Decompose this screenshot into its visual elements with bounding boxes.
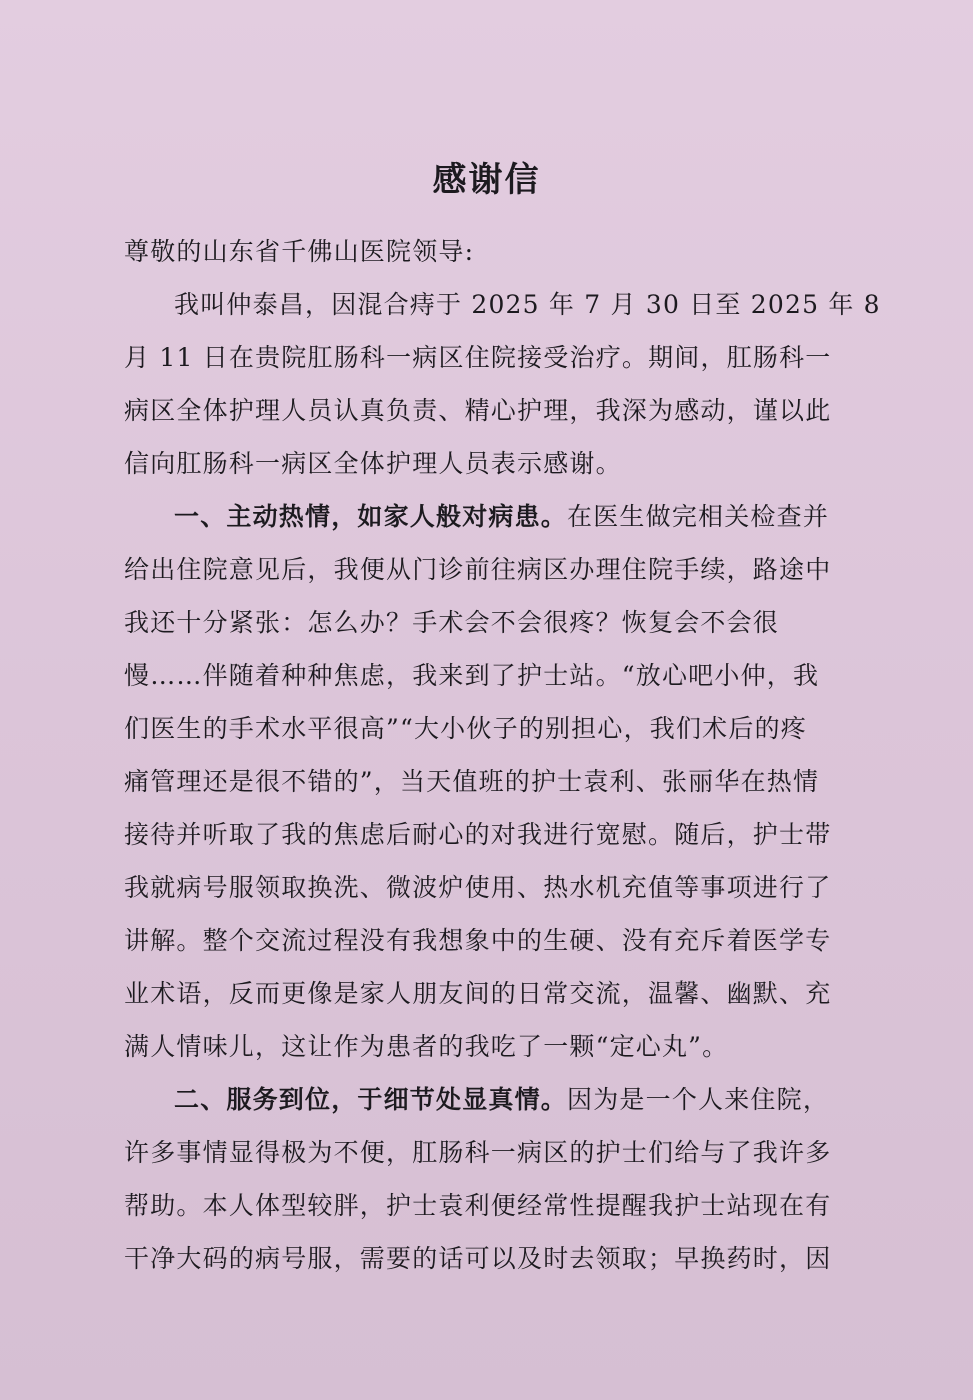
section-two-heading: 二、服务到位，于细节处显真情。 [174,1085,568,1114]
section-one-first-line [124,490,844,543]
section-one [124,490,844,1073]
text-line: 们医生的手术水平很高”“大小伙子的别担心，我们术后的疼 [124,714,807,743]
salutation: 尊敬的山东省千佛山医院领导: [124,237,475,266]
text-line: 病区全体护理人员认真负责、精心护理，我深为感动，谨以此 [124,396,832,425]
text-line: 帮助。本人体型较胖，护士袁利便经常性提醒我护士站现在有 [124,1191,832,1220]
text-line: 慢……伴随着种种焦虑，我来到了护士站。“放心吧小仲，我 [124,661,820,690]
text-line: 给出住院意见后，我便从门诊前往病区办理住院手续，路途中 [124,555,832,584]
text-line: 干净大码的病号服，需要的话可以及时去领取；早换药时，因 [124,1244,832,1273]
section-two-first-line [124,1073,844,1126]
text-line: 许多事情显得极为不便，肛肠科一病区的护士们给与了我许多 [124,1138,832,1167]
text-line: 满人情味儿，这让作为患者的我吃了一颗“定心丸”。 [124,1032,729,1061]
letter-title: 感谢信 [432,160,541,200]
text-line: 我叫仲泰昌，因混合痔于 2025 年 7 月 30 日至 2025 年 8 [174,290,881,319]
paragraph-intro [124,278,881,490]
section-two [124,1073,844,1285]
text-line: 业术语，反而更像是家人朋友间的日常交流，温馨、幽默、充 [124,979,832,1008]
text-span: 在医生做完相关检查并 [567,502,830,531]
text-line: 信向肛肠科一病区全体护理人员表示感谢。 [124,449,622,478]
section-one-heading: 一、主动热情，如家人般对病患。 [174,502,568,531]
text-line: 我还十分紧张：怎么办？手术会不会很疼？恢复会不会很 [124,608,780,637]
text-span: 因为是一个人来住院， [567,1085,830,1114]
letter-body [124,225,881,1285]
text-line: 痛管理还是很不错的”，当天值班的护士袁利、张丽华在热情 [124,767,820,796]
text-line: 接待并听取了我的焦虑后耐心的对我进行宽慰。随后，护士带 [124,820,832,849]
text-line: 我就病号服领取换洗、微波炉使用、热水机充值等事项进行了 [124,873,832,902]
text-line: 月 11 日在贵院肛肠科一病区住院接受治疗。期间，肛肠科一 [124,343,832,372]
text-line: 讲解。整个交流过程没有我想象中的生硬、没有充斥着医学专 [124,926,832,955]
